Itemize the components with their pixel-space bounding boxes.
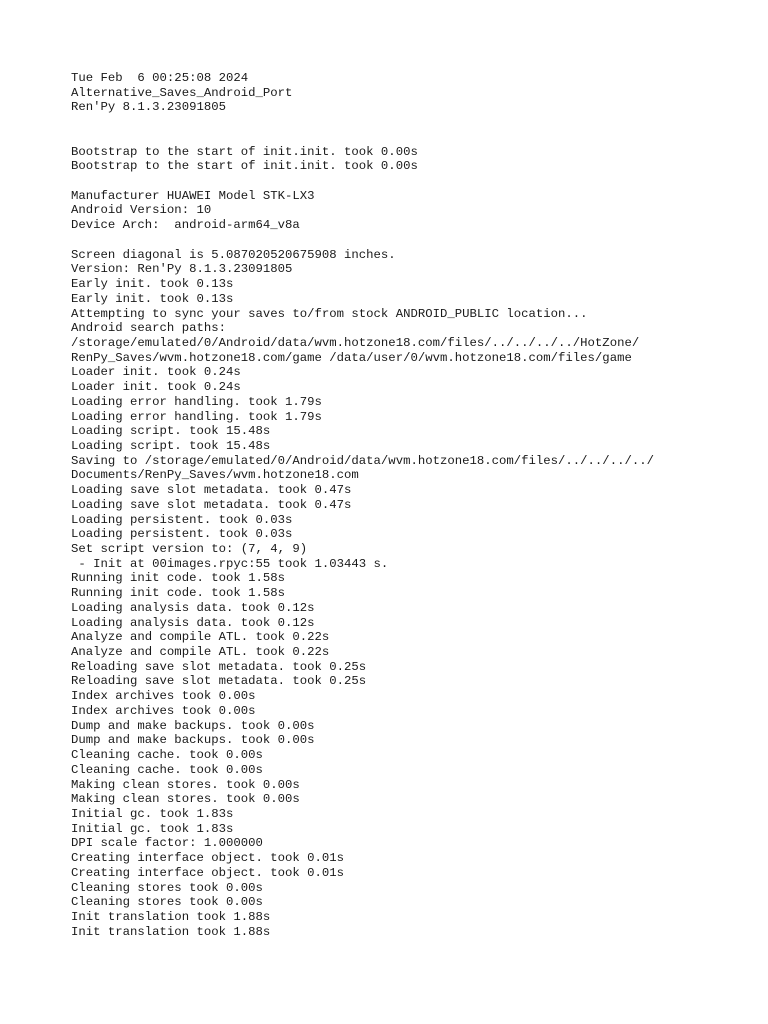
log-line: Analyze and compile ATL. took 0.22s	[71, 630, 330, 645]
log-line: Set script version to: (7, 4, 9)	[71, 542, 308, 556]
log-line: Cleaning stores took 0.00s	[71, 880, 263, 895]
log-line: Init translation took 1.88s	[71, 924, 271, 939]
log-line: Dump and make backups. took 0.00s	[71, 733, 315, 748]
log-line: Loading error handling. took 1.79s	[71, 394, 322, 409]
log-line: Ren'Py 8.1.3.23091805	[71, 100, 226, 115]
log-line: Loading analysis data. took 0.12s	[71, 600, 315, 615]
log-line: Dump and make backups. took 0.00s	[71, 718, 315, 733]
log-line: Android Version: 10	[71, 203, 212, 218]
log-line: Running init code. took 1.58s	[71, 571, 286, 586]
log-line: Cleaning stores took 0.00s	[71, 895, 263, 910]
log-line: DPI scale factor: 1.000000	[71, 836, 263, 851]
log-line	[71, 174, 654, 189]
log-line: Creating interface object. took 0.01s	[71, 865, 345, 880]
log-line: Attempting to sync your saves to/from stock ANDROID_PUBLIC location...	[71, 306, 588, 321]
log-line: Reloading save slot metadata. took 0.25s	[71, 659, 367, 674]
log-line: Early init. took 0.13s	[71, 291, 234, 306]
log-line: Loading error handling. took 1.79s	[71, 409, 322, 424]
log-line: Loading persistent. took 0.03s	[71, 512, 293, 527]
log-line: Index archives took 0.00s	[71, 703, 256, 718]
log-line: Saving to /storage/emulated/0/Android/data/wvm.hotzone18.com/files/../../../../	[71, 453, 654, 468]
log-line: Version: Ren'Py 8.1.3.23091805	[71, 262, 293, 277]
log-line: Cleaning cache. took 0.00s	[71, 762, 263, 777]
log-line	[71, 115, 654, 130]
log-line: Early init. took 0.13s	[71, 277, 234, 292]
log-line: Bootstrap to the start of init.init. took 0.00s	[71, 159, 418, 174]
log-line: RenPy_Saves/wvm.hotzone18.com/game /data/user/0/wvm.hotzone18.com/files/game	[71, 350, 632, 365]
log-line: Documents/RenPy_Saves/wvm.hotzone18.com	[71, 468, 359, 483]
log-line: Loading analysis data. took 0.12s	[71, 615, 315, 630]
log-line: - Init at 00images.rpyc:55 took 1.03443 s.	[71, 556, 389, 571]
log-line: Initial gc. took 1.83s	[71, 806, 234, 821]
log-line: Running init code. took 1.58s	[71, 586, 286, 601]
log-line: Screen diagonal is 5.087020520675908 inches.	[71, 247, 396, 262]
log-line	[71, 130, 654, 145]
log-line: /storage/emulated/0/Android/data/wvm.hotzone18.com/files/../../../../HotZone/	[71, 335, 640, 350]
log-line: Loading script. took 15.48s	[71, 424, 271, 439]
log-line: Alternative_Saves_Android_Port	[71, 85, 293, 100]
log-line: Loading save slot metadata. took 0.47s	[71, 497, 352, 512]
log-line: Loader init. took 0.24s	[71, 380, 241, 395]
log-line: Device Arch: android-arm64_v8a	[71, 218, 300, 233]
log-line: Manufacturer HUAWEI Model STK-LX3	[71, 188, 315, 203]
log-line: Loading save slot metadata. took 0.47s	[71, 483, 352, 498]
log-line: Init translation took 1.88s	[71, 909, 271, 924]
log-line: Android search paths:	[71, 321, 226, 336]
log-text	[71, 71, 654, 939]
log-line	[71, 233, 654, 248]
log-line: Index archives took 0.00s	[71, 689, 256, 704]
log-line: Loader init. took 0.24s	[71, 365, 241, 380]
log-line: Reloading save slot metadata. took 0.25s	[71, 674, 367, 689]
log-line: Bootstrap to the start of init.init. took 0.00s	[71, 144, 418, 159]
log-line: Cleaning cache. took 0.00s	[71, 748, 263, 763]
log-line: Initial gc. took 1.83s	[71, 821, 234, 836]
log-line: Analyze and compile ATL. took 0.22s	[71, 645, 330, 660]
log-line: Tue Feb 6 00:25:08 2024	[71, 71, 249, 85]
log-line: Making clean stores. took 0.00s	[71, 777, 300, 792]
log-line: Making clean stores. took 0.00s	[71, 792, 300, 807]
log-line: Loading script. took 15.48s	[71, 438, 271, 453]
log-line: Creating interface object. took 0.01s	[71, 851, 345, 866]
log-line: Loading persistent. took 0.03s	[71, 527, 293, 542]
